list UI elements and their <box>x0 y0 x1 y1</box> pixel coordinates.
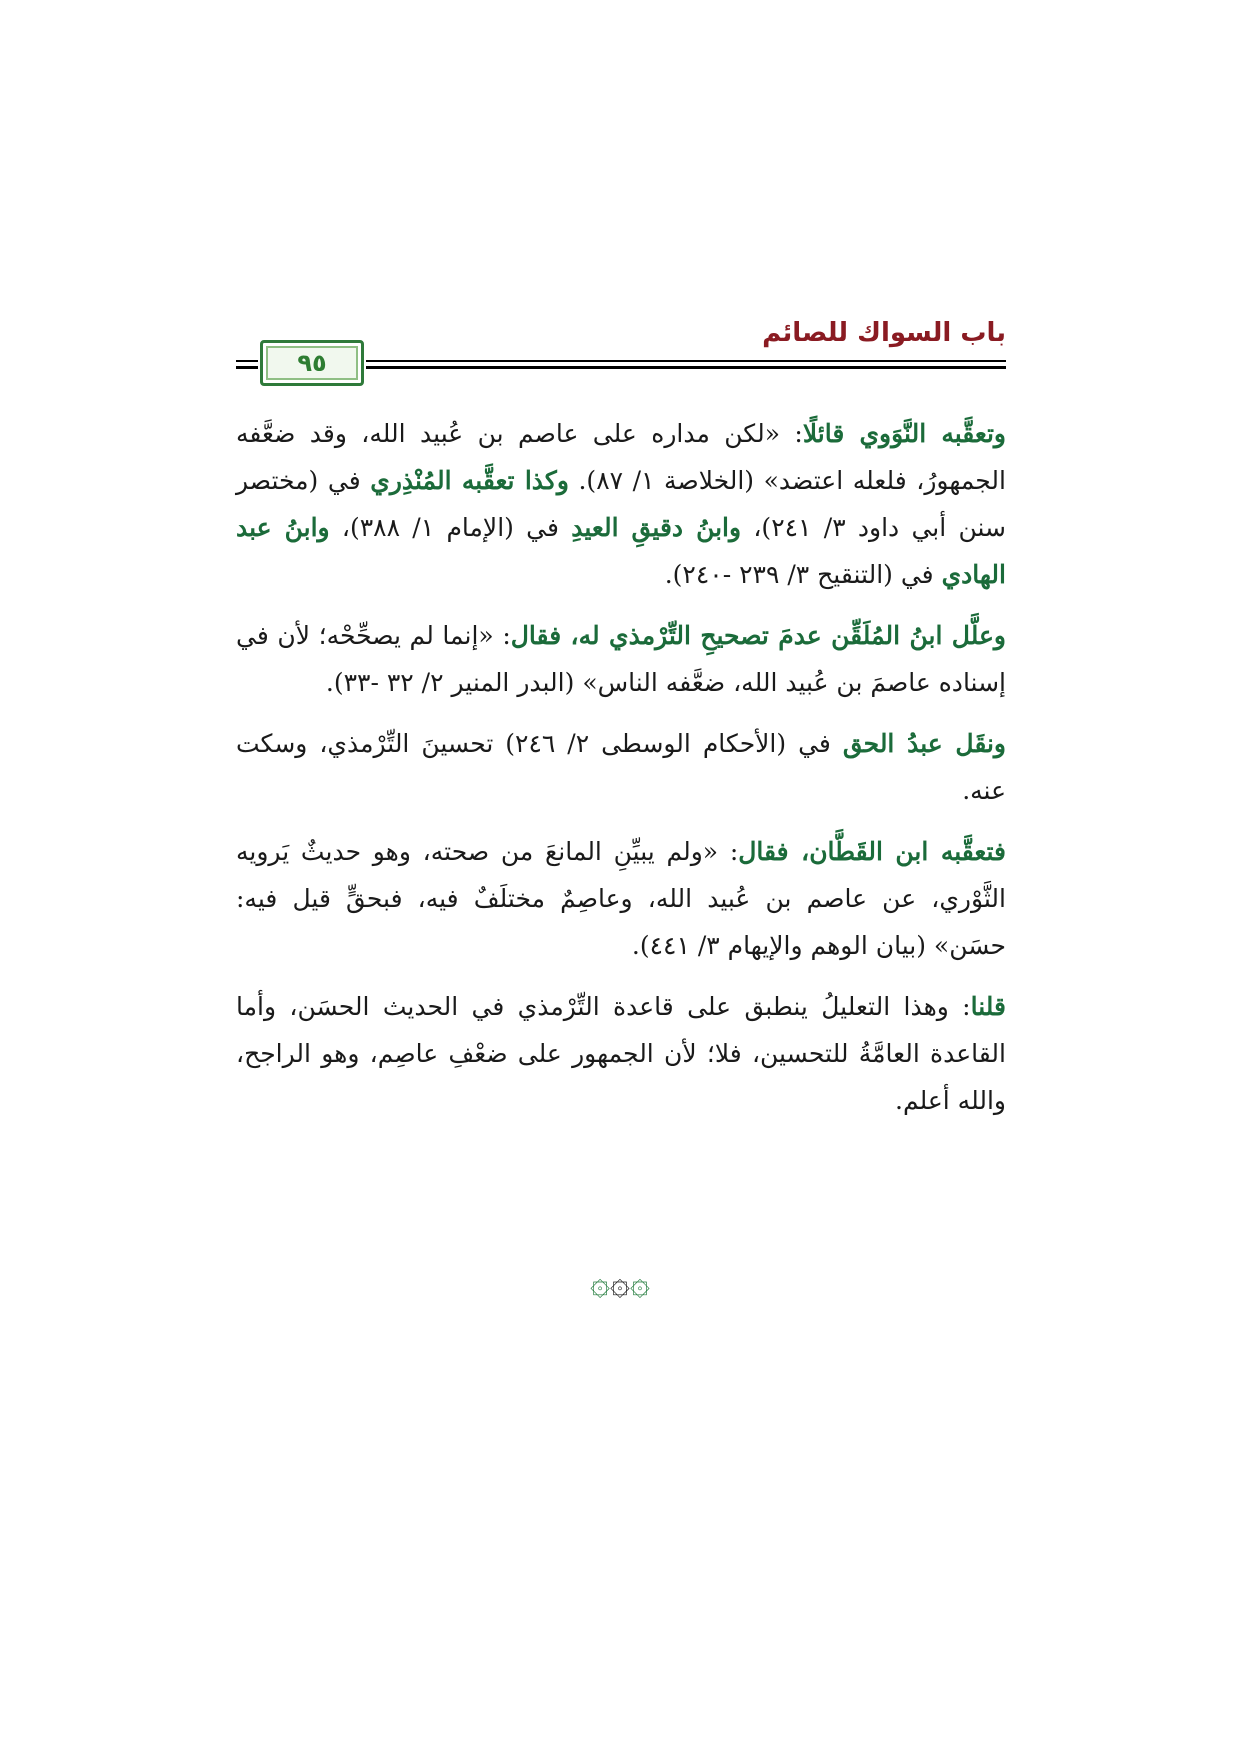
highlight-text: وعلَّل ابنُ المُلَقِّن عدمَ تصحيحِ التِّرْمذي له، فقال <box>510 621 1006 650</box>
paragraph-2 <box>236 612 1006 706</box>
header-rule <box>366 360 1006 362</box>
page-body <box>236 410 1006 1138</box>
highlight-text: فتعقَّبه ابن القَطَّان، فقال <box>738 837 1006 866</box>
paragraph-4 <box>236 828 1006 969</box>
body-text: في (الأحكام الوسطى ٢/ ٢٤٦) تحسينَ التِّرْمذي، وسكت عنه. <box>236 729 1006 805</box>
highlight-text: وكذا تعقَّبه المُنْذِري <box>370 466 569 495</box>
highlight-text: وتعقَّبه النَّوَوي قائلًا <box>802 419 1007 448</box>
highlight-text: ونقَل عبدُ الحق <box>842 729 1006 758</box>
body-text: : وهذا التعليلُ ينطبق على قاعدة التِّرْمذي في الحديث الحسَن، وأما القاعدة العامَّةُ للتحسين، فلا؛ لأن الجمهور على ضعْفِ عاصِم، وهو الراجح، والله أعلم. <box>236 992 1006 1115</box>
page-number: ٩٥ <box>297 349 327 377</box>
header-rule <box>366 366 1006 369</box>
page-number-badge <box>260 340 364 386</box>
highlight-text: وابنُ عبد الهادي <box>236 513 1006 589</box>
body-text: : «إنما لم يصحِّحْه؛ لأن في إسناده عاصمَ بن عُبيد الله، ضعَّفه الناس» (البدر المنير ٢/ ٣٢ -٣٣). <box>236 621 1006 697</box>
highlight-text: وابنُ دقيقِ العيدِ <box>571 513 742 542</box>
paragraph-3 <box>236 720 1006 814</box>
star-ornament-icon: ۞ <box>590 1263 611 1303</box>
header-rule <box>236 366 258 369</box>
body-text: : «ولم يبيِّنِ المانعَ من صحته، وهو حديثٌ يَرويه الثَّوْري، عن عاصم بن عُبيد الله، وعاصِمٌ مختلَفٌ فيه، فبحقٍّ قيل فيه: حسَن» (بيان الوهم والإيهام ٣/ ٤٤١). <box>236 837 1006 960</box>
body-text: في (التنقيح ٣/ ٢٣٩ -٢٤٠). <box>664 560 942 589</box>
star-ornament-icon: ۞ <box>610 1263 630 1303</box>
header-rule <box>236 360 258 362</box>
paragraph-1 <box>236 410 1006 598</box>
chapter-title: باب السواك للصائم <box>762 318 1006 348</box>
body-text: : «لكن مداره على عاصم بن عُبيد الله، وقد ضعَّفه الجمهورُ، فلعله اعتضد» (الخلاصة ١/ ٨٧). <box>236 419 1006 495</box>
body-text: في (مختصر سنن أبي داود ٣/ ٢٤١)، <box>236 466 1006 542</box>
paragraph-5 <box>236 983 1006 1124</box>
star-ornament-icon: ۞ <box>629 1263 650 1303</box>
body-text: في (الإمام ١/ ٣٨٨)، <box>329 513 572 542</box>
page-header <box>236 318 1006 388</box>
highlight-text: قلنا <box>970 992 1006 1021</box>
section-end-ornament <box>0 1262 1240 1303</box>
